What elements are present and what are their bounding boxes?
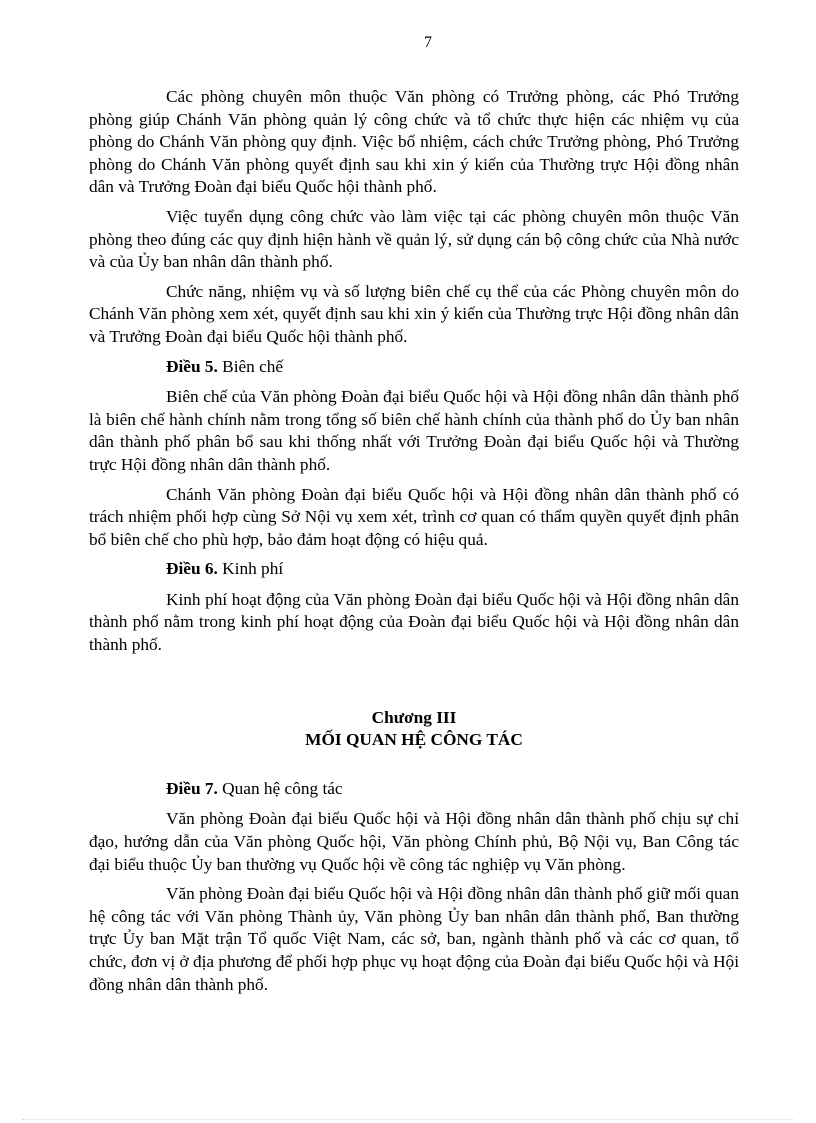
article-5-label: Điều 5. [166,356,218,376]
article-7-heading [89,778,739,801]
chapter-heading [89,707,739,752]
chapter-number: Chương III [371,707,457,727]
article-6-label: Điều 6. [166,559,218,579]
paragraph: Biên chế của Văn phòng Đoàn đại biểu Quốc hội và Hội đồng nhân dân thành phố là biên chế hành chính nằm trong tổng số biên chế hành chính của thành phố do Ủy ban nhân dân thành phố phân bổ sau khi thống nhất với Trưởng Đoàn đại biểu Quốc hội và Thường trực Hội đồng nhân dân thành phố. [89,387,739,474]
document-body [89,86,739,1003]
page-number: 7 [424,34,432,51]
paragraph: Việc tuyển dụng công chức vào làm việc tại các phòng chuyên môn thuộc Văn phòng theo đúng các quy định hiện hành về quản lý, sử dụng cán bộ công chức của Nhà nước và của Ủy ban nhân dân thành phố. [89,206,739,272]
article-6-title: Kinh phí [217,559,284,579]
paragraph: Kinh phí hoạt động của Văn phòng Đoàn đại biểu Quốc hội và Hội đồng nhân dân thành phố nằm trong kinh phí hoạt động của Đoàn đại biểu Quốc hội và Hội đồng nhân dân thành phố. [89,589,739,655]
article-7-label: Điều 7. [166,778,218,798]
article-5-title: Biên chế [217,356,284,376]
paragraph: Văn phòng Đoàn đại biểu Quốc hội và Hội đồng nhân dân thành phố giữ mối quan hệ công tác với Văn phòng Thành ủy, Văn phòng Ủy ban nhân dân thành phố, Ban thường trực Ủy ban Mặt trận Tổ quốc Việt Nam, các sở, ban, ngành thành phố và các cơ quan, tổ chức, đơn vị ở địa phương để phối hợp phục vụ hoạt động của Đoàn đại biểu Quốc hội và Hội đồng nhân dân thành phố. [89,884,739,994]
article-7-title: Quan hệ công tác [217,778,343,798]
paragraph: Văn phòng Đoàn đại biểu Quốc hội và Hội đồng nhân dân thành phố chịu sự chỉ đạo, hướng dẫn của Văn phòng Quốc hội, Văn phòng Chính phủ, Bộ Nội vụ, Ban Công tác đại biểu thuộc Ủy ban thường vụ Quốc hội về công tác nghiệp vụ Văn phòng. [89,809,739,874]
paragraph: Chánh Văn phòng Đoàn đại biểu Quốc hội và Hội đồng nhân dân thành phố có trách nhiệm phối hợp cùng Sở Nội vụ xem xét, trình cơ quan có thẩm quyền quyết định phân bổ biên chế cho phù hợp, bảo đảm hoạt động có hiệu quả. [89,484,739,549]
footer-divider [22,1119,794,1120]
paragraph: Các phòng chuyên môn thuộc Văn phòng có Trưởng phòng, các Phó Trưởng phòng giúp Chánh Văn phòng quản lý công chức và tổ chức thực hiện các nhiệm vụ của phòng do Chánh Văn phòng quy định. Việc bổ nhiệm, cách chức Trưởng phòng, Phó Trưởng phòng do Chánh Văn phòng quyết định sau khi xin ý kiến của Thường trực Hội đồng nhân dân và Trưởng Đoàn đại biểu Quốc hội thành phố. [89,87,739,197]
article-5-heading [89,356,739,379]
paragraph: Chức năng, nhiệm vụ và số lượng biên chế cụ thể của các Phòng chuyên môn do Chánh Văn phòng xem xét, quyết định sau khi xin ý kiến của Thường trực Hội đồng nhân dân và Trưởng Đoàn đại biểu Quốc hội thành phố. [89,281,739,346]
article-6-heading [89,558,739,581]
chapter-title: MỐI QUAN HỆ CÔNG TÁC [305,730,523,750]
